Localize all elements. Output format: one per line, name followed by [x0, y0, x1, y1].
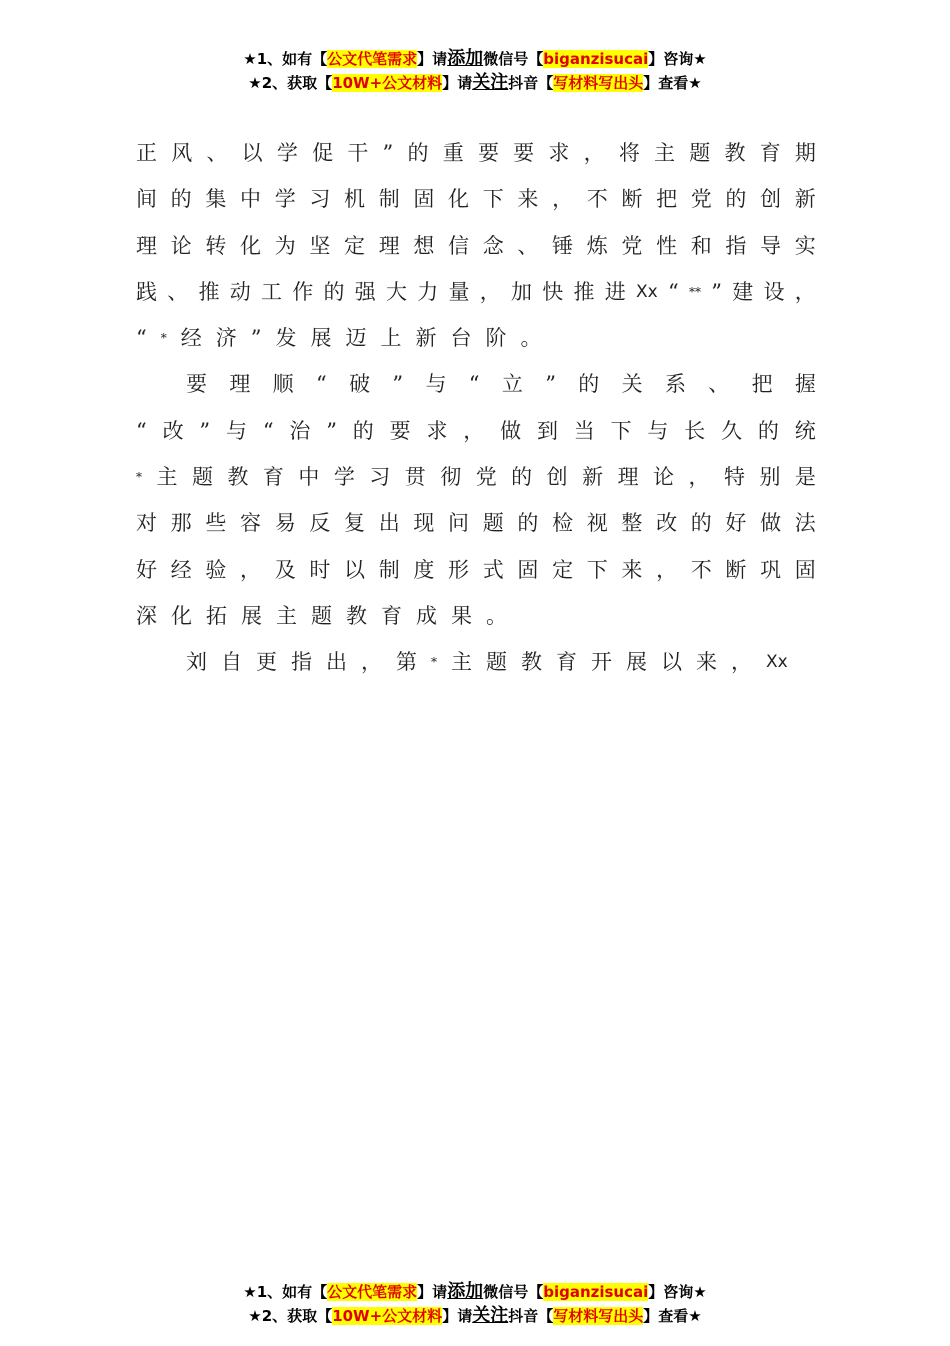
body-line: * 主 题 教 育 中 学 习 贯 彻 党 的 创 新 理 论 ， 特 别 是	[136, 465, 816, 490]
banner-text: 】请	[442, 74, 473, 92]
header-banner	[0, 47, 950, 95]
banner-text: 】查看★	[643, 1307, 702, 1325]
banner-text: 抖音【	[508, 1307, 554, 1325]
banner-text: 抖音【	[508, 74, 554, 92]
footer-banner	[0, 1280, 950, 1328]
banner-wechat-id: biganzisucai	[543, 50, 649, 68]
banner-highlight: 公文代笔需求	[327, 1283, 418, 1301]
body-line: 理 论 转 化 为 坚 定 理 想 信 念 、 锤 炼 党 性 和 指 导 实	[136, 233, 816, 258]
body-line: 对 那 些 容 易 反 复 出 现 问 题 的 检 视 整 改 的 好 做 法	[136, 511, 816, 536]
body-line: 要 理 顺 “ 破 ” 与 “ 立 ” 的 关 系 、 把 握	[186, 372, 816, 397]
body-line: 践 、 推 动 工 作 的 强 大 力 量 ， 加 快 推 进 Xx “ ** ” 建 设 ，	[136, 279, 816, 304]
banner-text: 】查看★	[643, 74, 702, 92]
banner-douyin-id: 写材料写出头	[553, 1307, 644, 1325]
banner-text: 】咨询★	[648, 50, 707, 68]
banner-text: ★1、如有【	[243, 1283, 328, 1301]
banner-text: 微信号【	[483, 1283, 544, 1301]
body-line: 正 风 、 以 学 促 干 ” 的 重 要 要 求 ， 将 主 题 教 育 期	[136, 141, 816, 165]
banner-highlight: 10W+公文材料	[332, 74, 443, 92]
banner-douyin-id: 写材料写出头	[553, 74, 644, 92]
banner-text: 微信号【	[483, 50, 544, 68]
banner-text: ★2、获取【	[248, 1307, 333, 1325]
banner-text: 】咨询★	[648, 1283, 707, 1301]
banner-text: ★1、如有【	[243, 50, 328, 68]
body-line: 间 的 集 中 学 习 机 制 固 化 下 来 ， 不 断 把 党 的 创 新	[136, 187, 816, 212]
banner-highlight: 10W+公文材料	[332, 1307, 443, 1325]
banner-emphasis: 关注	[472, 1305, 509, 1326]
banner-text: 】请	[417, 50, 448, 68]
banner-line-2	[0, 1304, 950, 1328]
banner-line-1	[0, 47, 950, 71]
banner-text: ★2、获取【	[248, 74, 333, 92]
body-line: “ * 经 济 ” 发 展 迈 上 新 台 阶 。	[136, 326, 542, 351]
banner-line-1	[0, 1280, 950, 1304]
body-line: 好 经 验 ， 及 时 以 制 度 形 式 固 定 下 来 ， 不 断 巩 固	[136, 557, 816, 582]
body-line: “ 改 ” 与 “ 治 ” 的 要 求 ， 做 到 当 下 与 长 久 的 统	[136, 418, 816, 443]
banner-emphasis: 添加	[447, 1281, 484, 1302]
banner-emphasis: 关注	[472, 72, 509, 93]
banner-highlight: 公文代笔需求	[327, 50, 418, 68]
banner-line-2	[0, 71, 950, 95]
body-line: 刘 自 更 指 出 ， 第 * 主 题 教 育 开 展 以 来 ， Xx	[186, 650, 788, 675]
body-line: 深 化 拓 展 主 题 教 育 成 果 。	[136, 603, 507, 628]
banner-text: 】请	[442, 1307, 473, 1325]
banner-wechat-id: biganzisucai	[543, 1283, 649, 1301]
document-body	[136, 130, 816, 686]
banner-emphasis: 添加	[447, 48, 484, 69]
banner-text: 】请	[417, 1283, 448, 1301]
